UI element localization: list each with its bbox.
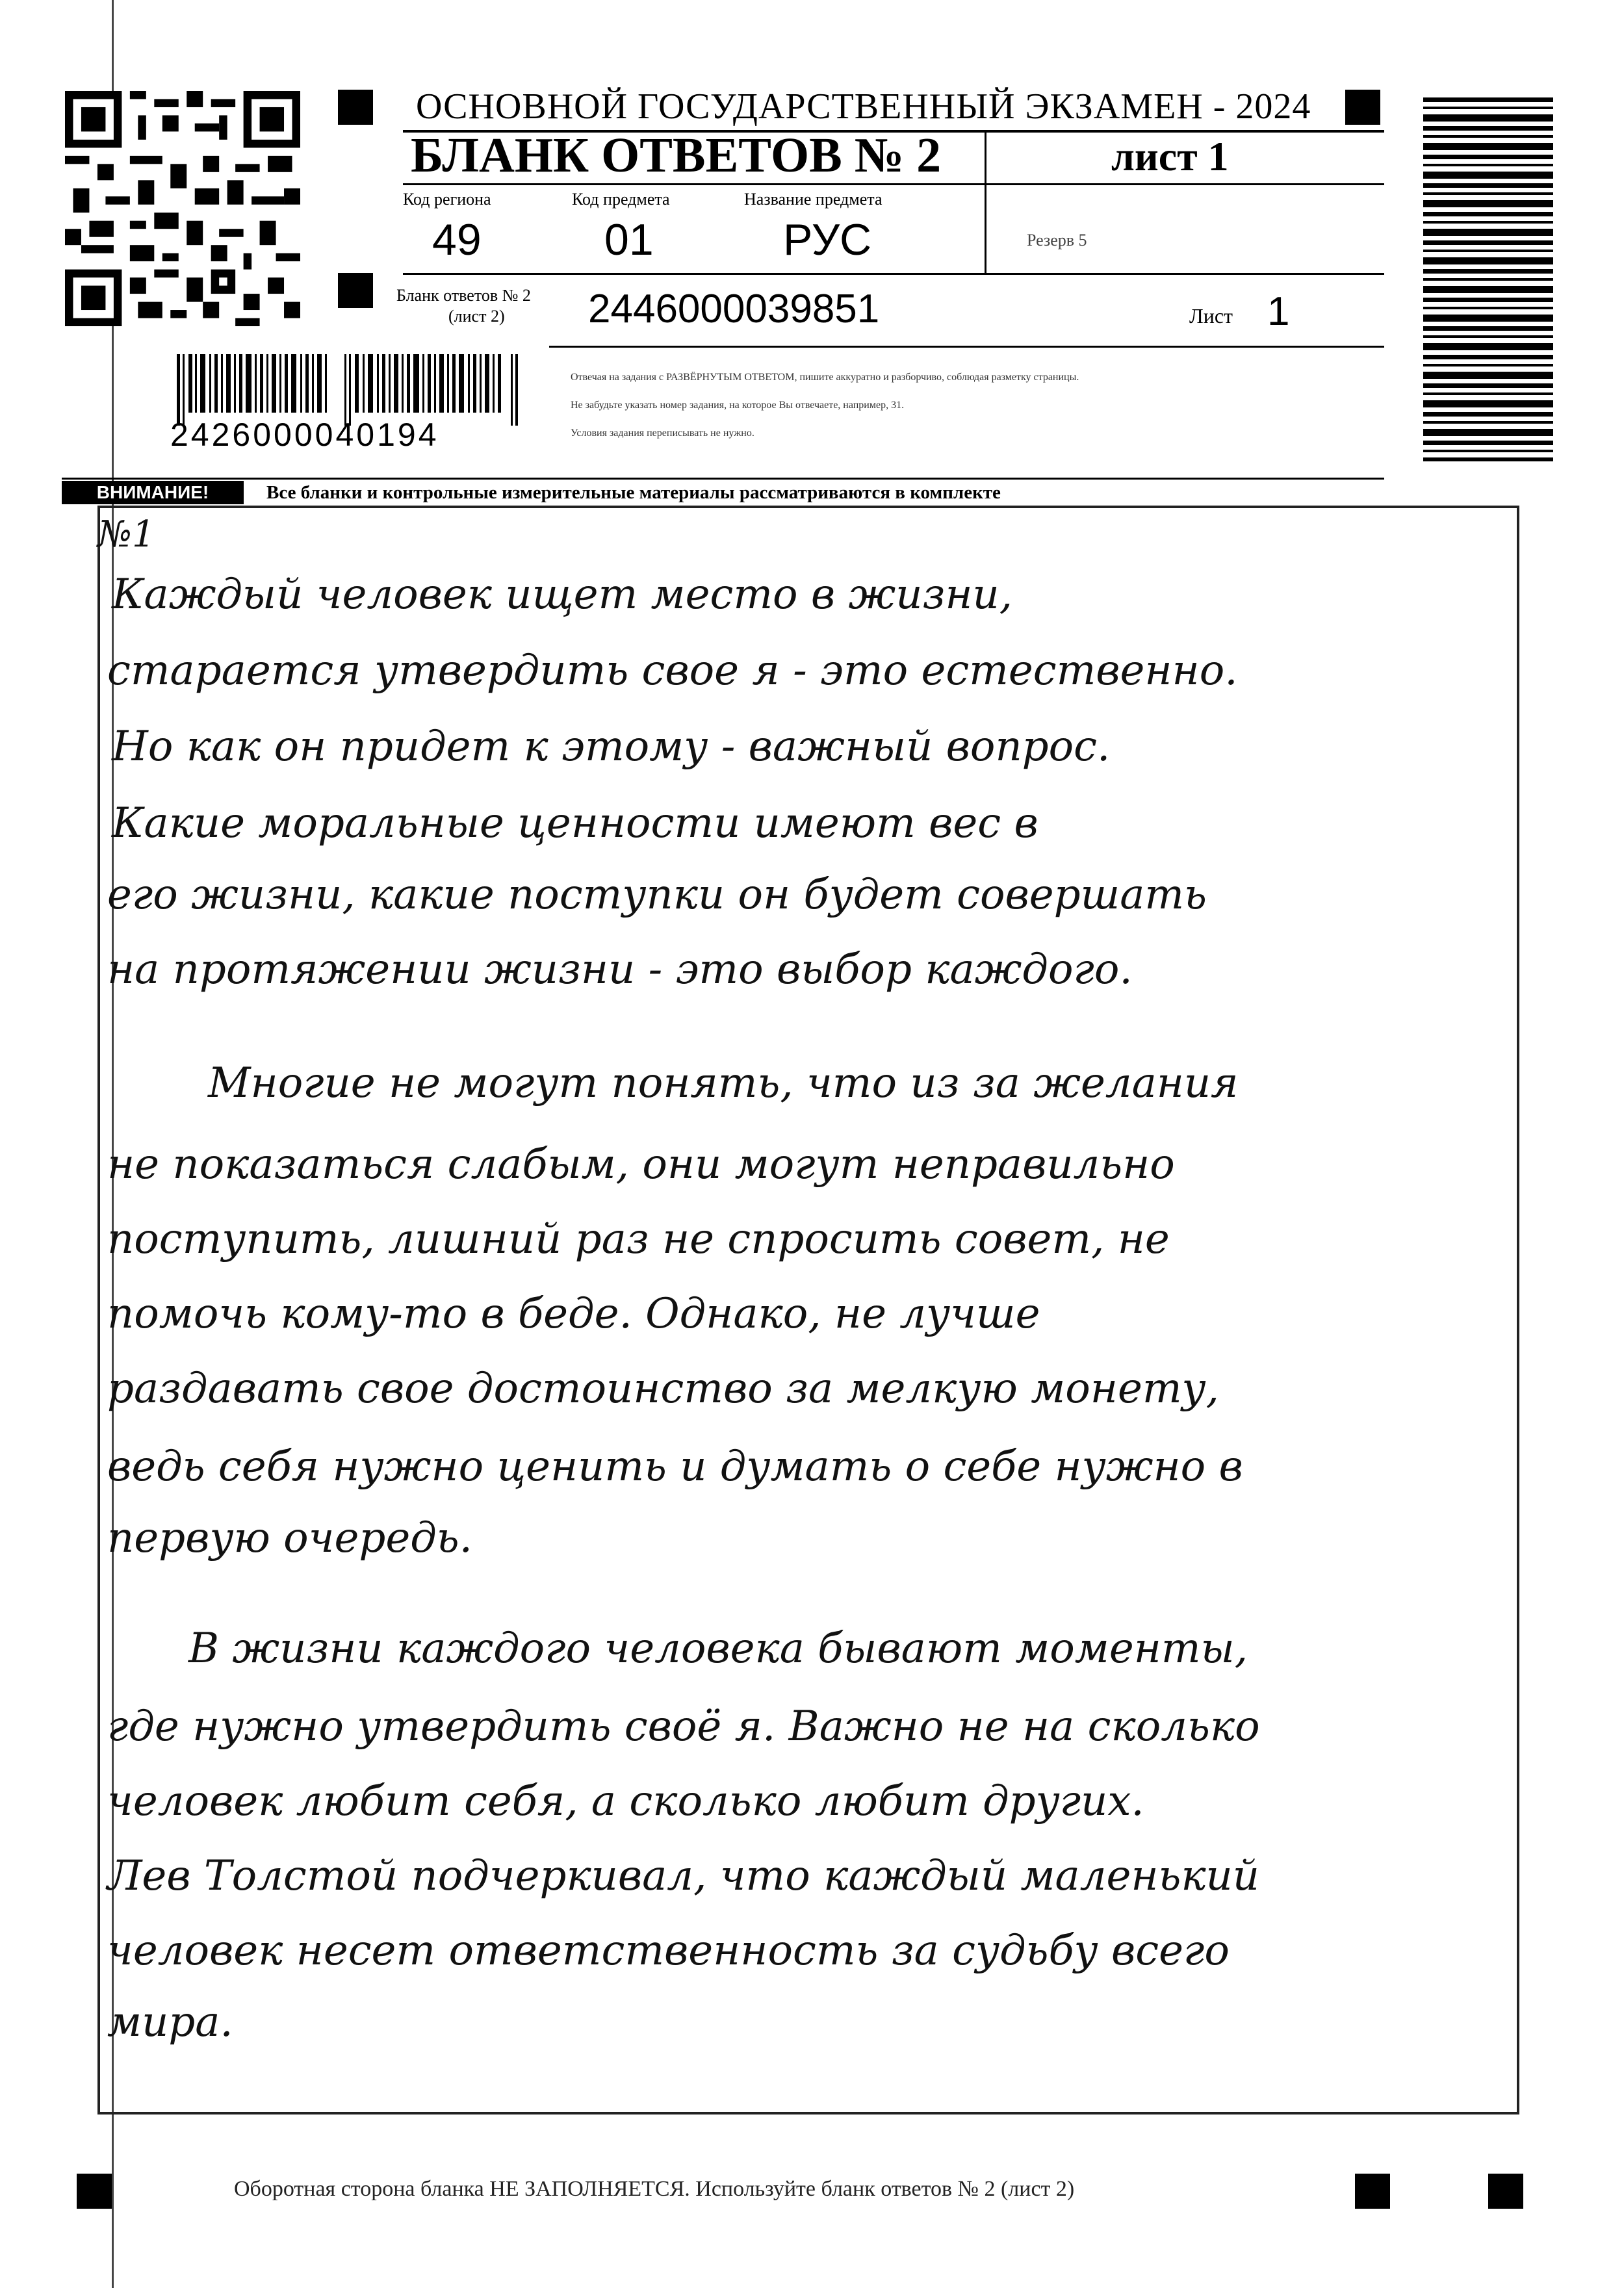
subject-name-value: РУС — [783, 215, 872, 264]
sheet-label: Лист — [1189, 304, 1233, 328]
sheet-title: лист 1 — [1111, 133, 1229, 179]
answer-line: мира. — [107, 1998, 233, 2046]
instruction-line: Условия задания переписывать не нужно. — [571, 428, 754, 439]
registration-mark — [1345, 90, 1380, 125]
blank2-label: Бланк ответов № 2 — [396, 286, 531, 305]
answer-line: раздавать свое достоинство за мелкую монету, — [107, 1365, 1219, 1413]
region-value: 49 — [432, 215, 482, 264]
answer-line: его жизни, какие поступки он будет совершать — [107, 871, 1207, 919]
form-title: БЛАНК ОТВЕТОВ № 2 — [411, 128, 942, 183]
blank2-number: 2446000039851 — [588, 287, 880, 331]
answer-line: Какие моральные ценности имеют вес в — [112, 799, 1038, 847]
attention-line — [62, 478, 1384, 480]
answer-line: на протяжении жизни - это выбор каждого. — [107, 945, 1133, 994]
answer-line: помочь кому-то в беде. Однако, не лучше — [107, 1290, 1040, 1338]
registration-mark — [1488, 2174, 1523, 2209]
attention-badge: ВНИМАНИЕ! — [62, 481, 244, 504]
exam-title: ОСНОВНОЙ ГОСУДАРСТВЕННЫЙ ЭКЗАМЕН - 2024 — [416, 86, 1311, 127]
answer-line: Многие не могут понять, что из за желания — [208, 1059, 1239, 1107]
instruction-line: Не забудьте указать номер задания, на которое Вы отвечаете, например, 31. — [571, 400, 905, 411]
registration-mark — [338, 273, 373, 308]
blank2-sublabel: (лист 2) — [448, 307, 505, 326]
region-label: Код региона — [403, 190, 491, 209]
qr-code — [65, 91, 300, 326]
answer-line: первую очередь. — [107, 1514, 472, 1562]
answer-line: Но как он придет к этому - важный вопрос. — [112, 723, 1111, 771]
answer-line: В жизни каждого человека бывают моменты, — [188, 1625, 1248, 1673]
answer-line: человек любит себя, а сколько любит других. — [107, 1777, 1144, 1825]
sheet-value: 1 — [1267, 289, 1290, 334]
answer-line: поступить, лишний раз не спросить совет, не — [107, 1215, 1170, 1263]
barcode-number: 2426000040194 — [170, 417, 439, 453]
registration-mark — [1355, 2174, 1390, 2209]
subject-code-label: Код предмета — [572, 190, 670, 209]
answer-line: не показаться слабым, они могут неправильно — [107, 1140, 1175, 1189]
reserve-label: Резерв 5 — [1027, 231, 1087, 250]
header-line — [985, 130, 986, 274]
answer-line: человек несет ответственность за судьбу всего — [107, 1927, 1230, 1975]
answer-line: где нужно утвердить своё я. Важно не на сколько — [107, 1703, 1260, 1751]
attention-text: Все бланки и контрольные измерительные материалы рассматриваются в комплекте — [266, 482, 1001, 503]
answer-line: Каждый человек ищет место в жизни, — [112, 571, 1013, 619]
subject-code-value: 01 — [604, 215, 654, 264]
barcode — [177, 354, 521, 426]
task-number: №1 — [97, 513, 155, 556]
answer-line: Лев Толстой подчеркивал, что каждый маленький — [107, 1852, 1259, 1900]
footer-note: Оборотная сторона бланка НЕ ЗАПОЛНЯЕТСЯ. Используйте бланк ответов № 2 (лист 2) — [234, 2177, 1075, 2201]
registration-mark — [77, 2174, 112, 2209]
answer-line: ведь себя нужно ценить и думать о себе нужно в — [107, 1443, 1243, 1491]
side-barcode — [1423, 97, 1553, 461]
header-line — [403, 273, 1384, 275]
registration-mark — [338, 90, 373, 125]
instruction-line: Отвечая на задания с РАЗВЁРНУТЫМ ОТВЕТОМ, пишите аккуратно и разборчиво, соблюдая разметку страницы. — [571, 372, 1079, 383]
header-line — [549, 346, 1384, 348]
answer-line: старается утвердить свое я - это естественно. — [107, 647, 1238, 695]
subject-name-label: Название предмета — [744, 190, 883, 209]
